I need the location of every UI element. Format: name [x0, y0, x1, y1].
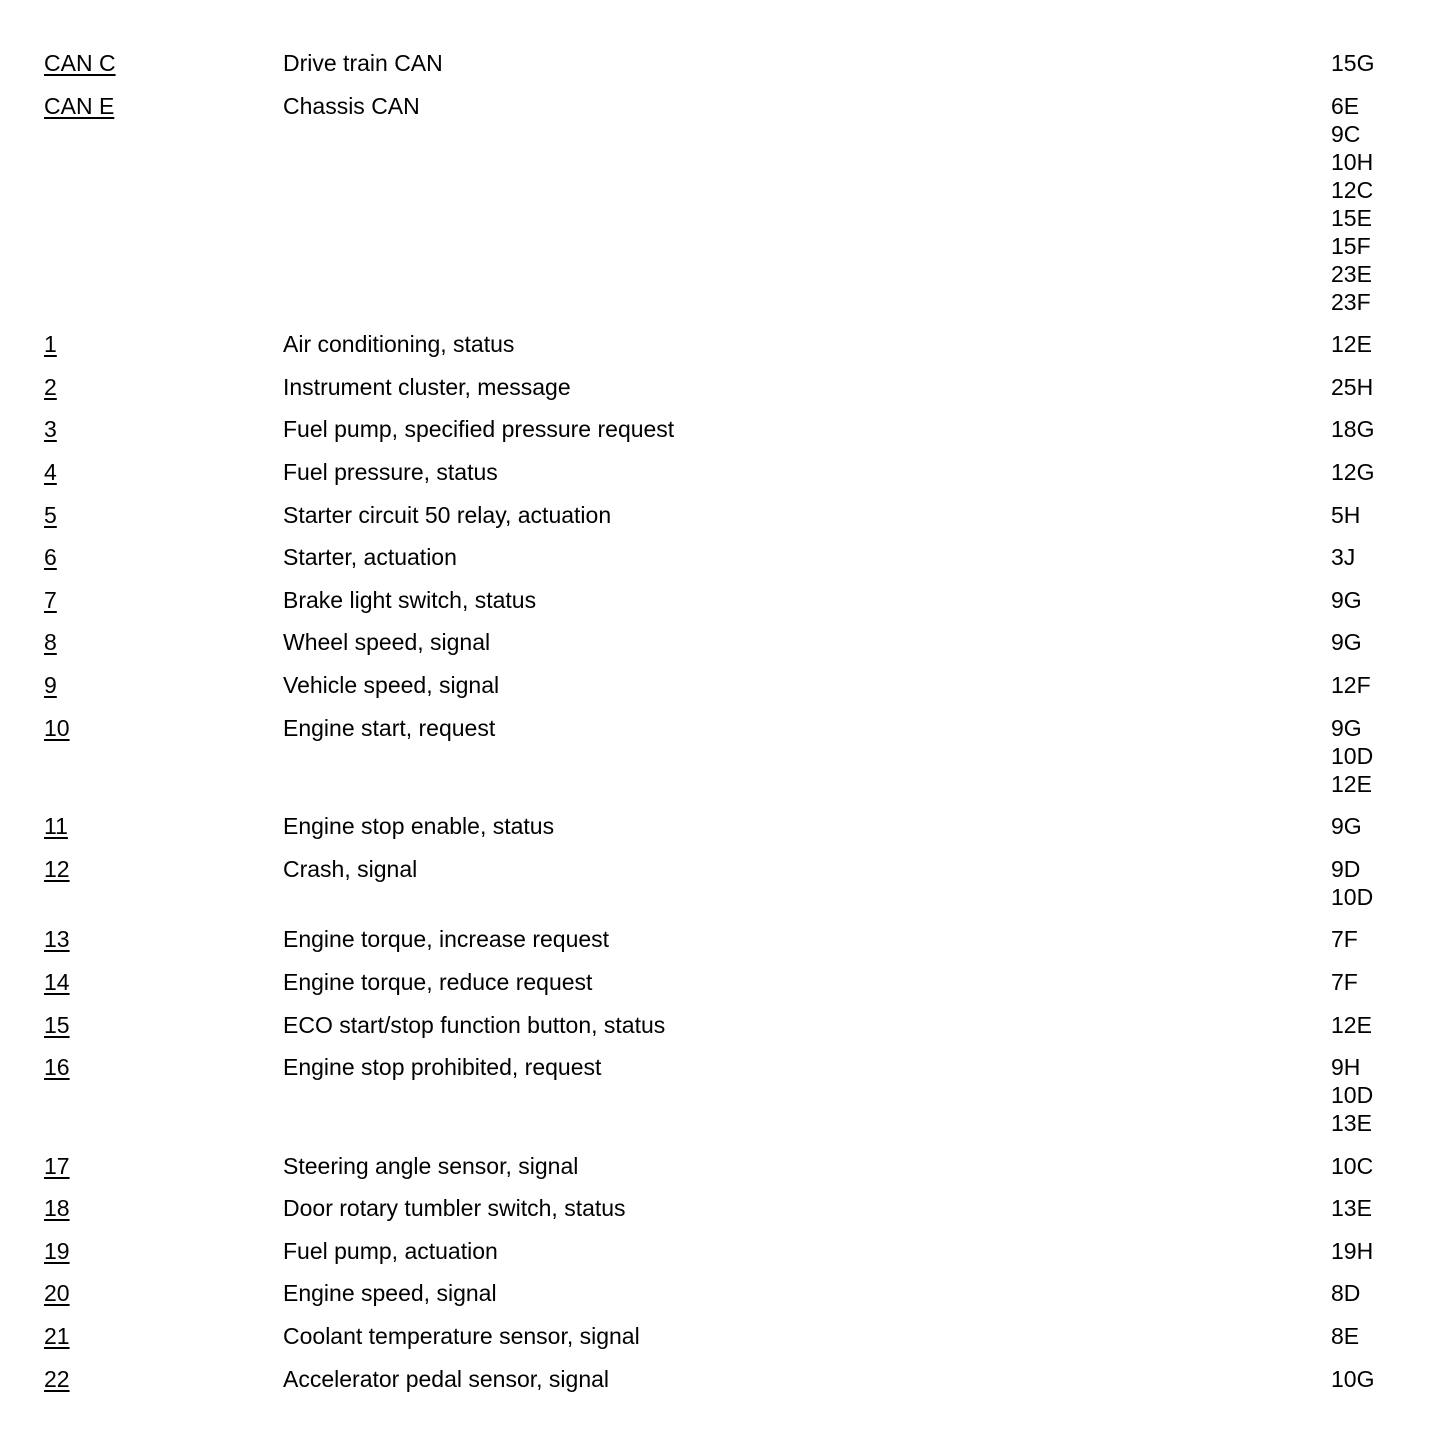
- grid-reference: 9D: [1331, 855, 1361, 882]
- grid-reference: 12E: [1331, 770, 1372, 797]
- legend-grid-refs: [1331, 851, 1440, 922]
- legend-row: [0, 1190, 1440, 1233]
- grid-reference: 7F: [1331, 968, 1358, 995]
- legend-row: [0, 1007, 1440, 1050]
- legend-code-cell: [0, 411, 283, 454]
- legend-code-link[interactable]: 13: [44, 926, 70, 953]
- legend-description: Engine stop enable, status: [283, 813, 555, 840]
- grid-reference: 15F: [1331, 232, 1371, 259]
- legend-code-link[interactable]: 16: [44, 1054, 70, 1081]
- grid-reference: 15G: [1331, 50, 1375, 76]
- grid-reference: 9H: [1331, 1054, 1361, 1081]
- legend-row: [0, 1233, 1440, 1276]
- legend-grid-refs: [1331, 624, 1440, 667]
- legend-row: [0, 921, 1440, 964]
- legend-grid-refs: [1331, 369, 1440, 412]
- legend-code-link[interactable]: 6: [44, 544, 57, 571]
- legend-code-cell: [0, 1233, 283, 1276]
- legend-description: Starter, actuation: [283, 544, 457, 571]
- grid-reference: 6E: [1331, 92, 1360, 119]
- legend-row: [0, 1275, 1440, 1318]
- grid-reference: 12C: [1331, 176, 1374, 203]
- grid-reference: 9C: [1331, 120, 1361, 147]
- legend-description: Crash, signal: [283, 855, 418, 882]
- legend-code-link[interactable]: 4: [44, 458, 57, 485]
- grid-reference: 10D: [1331, 1082, 1374, 1109]
- legend-description: Drive train CAN: [283, 50, 443, 76]
- legend-description: Coolant temperature sensor, signal: [283, 1323, 640, 1350]
- legend-description: Engine stop prohibited, request: [283, 1054, 602, 1081]
- legend-row: [0, 45, 1440, 88]
- legend-grid-refs: [1331, 1318, 1440, 1361]
- grid-reference: 9G: [1331, 714, 1362, 741]
- legend-grid-refs: [1331, 667, 1440, 710]
- legend-code-cell: [0, 1275, 283, 1318]
- grid-reference: 9G: [1331, 586, 1362, 613]
- legend-description: Starter circuit 50 relay, actuation: [283, 501, 612, 528]
- legend-code-link[interactable]: 1: [44, 331, 57, 358]
- legend-description: Engine start, request: [283, 714, 496, 741]
- legend-code-cell: [0, 88, 283, 327]
- legend-code-cell: [0, 667, 283, 710]
- legend-row: [0, 667, 1440, 710]
- grid-reference: 12E: [1331, 331, 1372, 358]
- legend-grid-refs: [1331, 808, 1440, 851]
- legend-grid-refs: [1331, 1275, 1440, 1318]
- legend-code-cell: [0, 921, 283, 964]
- legend-grid-refs: [1331, 1049, 1440, 1148]
- legend-row: [0, 624, 1440, 667]
- legend-grid-refs: [1331, 88, 1440, 327]
- legend-code-cell: [0, 808, 283, 851]
- legend-code-link[interactable]: 17: [44, 1152, 70, 1179]
- legend-code-link[interactable]: 18: [44, 1195, 70, 1222]
- legend-grid-refs: [1331, 1007, 1440, 1050]
- legend-row: [0, 454, 1440, 497]
- legend-code-cell: [0, 454, 283, 497]
- grid-reference: 10D: [1331, 742, 1374, 769]
- legend-grid-refs: [1331, 454, 1440, 497]
- legend-grid-refs: [1331, 497, 1440, 540]
- grid-reference: 8E: [1331, 1323, 1360, 1350]
- grid-reference: 10D: [1331, 883, 1374, 910]
- legend-description: Instrument cluster, message: [283, 373, 571, 400]
- legend-description: Fuel pressure, status: [283, 458, 498, 485]
- legend-row: [0, 411, 1440, 454]
- grid-reference: 12F: [1331, 671, 1371, 698]
- legend-row: [0, 1361, 1440, 1404]
- legend-code-link[interactable]: 5: [44, 501, 57, 528]
- legend-code-link[interactable]: 12: [44, 855, 70, 882]
- grid-reference: 10H: [1331, 148, 1374, 175]
- legend-description: Fuel pump, actuation: [283, 1237, 498, 1264]
- legend-grid-refs: [1331, 1148, 1440, 1191]
- legend-row: [0, 851, 1440, 922]
- legend-code-link[interactable]: 21: [44, 1323, 70, 1350]
- legend-description: ECO start/stop function button, status: [283, 1011, 666, 1038]
- legend-description: Wheel speed, signal: [283, 629, 491, 656]
- legend-code-link[interactable]: 14: [44, 968, 70, 995]
- legend-description: Brake light switch, status: [283, 586, 537, 613]
- legend-code-cell: [0, 1049, 283, 1148]
- legend-code-cell: [0, 1361, 283, 1404]
- legend-row: [0, 1049, 1440, 1148]
- legend-description: Fuel pump, specified pressure request: [283, 416, 675, 443]
- legend-code-cell: [0, 369, 283, 412]
- grid-reference: 9G: [1331, 813, 1362, 840]
- legend-description: Steering angle sensor, signal: [283, 1152, 579, 1179]
- grid-reference: 3J: [1331, 544, 1356, 571]
- legend-code-link[interactable]: 2: [44, 373, 57, 400]
- legend-grid-refs: [1331, 326, 1440, 369]
- legend-code-cell: [0, 624, 283, 667]
- legend-code-cell: [0, 1007, 283, 1050]
- legend-code-link[interactable]: 10: [44, 714, 70, 741]
- legend-description: Vehicle speed, signal: [283, 671, 500, 698]
- legend-grid-refs: [1331, 964, 1440, 1007]
- legend-code-cell: [0, 1190, 283, 1233]
- legend-code-cell: [0, 851, 283, 922]
- legend-row: [0, 539, 1440, 582]
- legend-description: Engine torque, reduce request: [283, 968, 593, 995]
- grid-reference: 7F: [1331, 926, 1358, 953]
- legend-code-link[interactable]: 19: [44, 1237, 70, 1264]
- signal-legend-table: [0, 45, 1440, 1403]
- legend-code-link[interactable]: 8: [44, 629, 57, 656]
- legend-row: [0, 1148, 1440, 1191]
- legend-row: [0, 88, 1440, 327]
- grid-reference: 23E: [1331, 260, 1372, 287]
- legend-code-link[interactable]: CAN C: [44, 50, 116, 76]
- legend-code-cell: [0, 1318, 283, 1361]
- legend-row: [0, 497, 1440, 540]
- legend-grid-refs: [1331, 710, 1440, 809]
- legend-row: [0, 326, 1440, 369]
- grid-reference: 9G: [1331, 629, 1362, 656]
- legend-row: [0, 1318, 1440, 1361]
- legend-code-cell: [0, 326, 283, 369]
- grid-reference: 10C: [1331, 1152, 1374, 1179]
- legend-code-cell: [0, 582, 283, 625]
- legend-code-link[interactable]: 20: [44, 1280, 70, 1307]
- legend-grid-refs: [1331, 1361, 1440, 1404]
- legend-body: [0, 45, 1440, 1403]
- legend-code-cell: [0, 964, 283, 1007]
- grid-reference: 25H: [1331, 373, 1374, 400]
- legend-description: Accelerator pedal sensor, signal: [283, 1365, 610, 1392]
- legend-code-link[interactable]: 3: [44, 416, 57, 443]
- legend-code-cell: [0, 1148, 283, 1191]
- legend-code-cell: [0, 497, 283, 540]
- legend-description: Chassis CAN: [283, 92, 420, 119]
- grid-reference: 5H: [1331, 501, 1361, 528]
- legend-code-link[interactable]: 9: [44, 671, 57, 698]
- legend-row: [0, 582, 1440, 625]
- legend-row: [0, 964, 1440, 1007]
- legend-grid-refs: [1331, 1233, 1440, 1276]
- grid-reference: 18G: [1331, 416, 1375, 443]
- legend-grid-refs: [1331, 45, 1440, 88]
- legend-description: Air conditioning, status: [283, 331, 515, 358]
- legend-description: Door rotary tumbler switch, status: [283, 1195, 626, 1222]
- grid-reference: 19H: [1331, 1237, 1374, 1264]
- legend-code-cell: [0, 539, 283, 582]
- legend-grid-refs: [1331, 921, 1440, 964]
- legend-code-link[interactable]: 11: [44, 813, 68, 840]
- legend-code-link[interactable]: 15: [44, 1011, 70, 1038]
- grid-reference: 12E: [1331, 1011, 1372, 1038]
- legend-grid-refs: [1331, 1190, 1440, 1233]
- legend-grid-refs: [1331, 582, 1440, 625]
- grid-reference: 23F: [1331, 288, 1371, 315]
- grid-reference: 13E: [1331, 1110, 1372, 1137]
- grid-reference: 15E: [1331, 204, 1372, 231]
- legend-code-link[interactable]: CAN E: [44, 92, 115, 119]
- legend-row: [0, 369, 1440, 412]
- legend-row: [0, 710, 1440, 809]
- legend-description: Engine speed, signal: [283, 1280, 497, 1307]
- legend-code-cell: [0, 45, 283, 88]
- legend-grid-refs: [1331, 539, 1440, 582]
- legend-description: Engine torque, increase request: [283, 926, 610, 953]
- grid-reference: 12G: [1331, 458, 1375, 485]
- grid-reference: 13E: [1331, 1195, 1372, 1222]
- legend-code-cell: [0, 710, 283, 809]
- grid-reference: 10G: [1331, 1365, 1375, 1392]
- legend-code-link[interactable]: 22: [44, 1365, 70, 1392]
- grid-reference: 8D: [1331, 1280, 1361, 1307]
- legend-grid-refs: [1331, 411, 1440, 454]
- legend-row: [0, 808, 1440, 851]
- legend-code-link[interactable]: 7: [44, 586, 57, 613]
